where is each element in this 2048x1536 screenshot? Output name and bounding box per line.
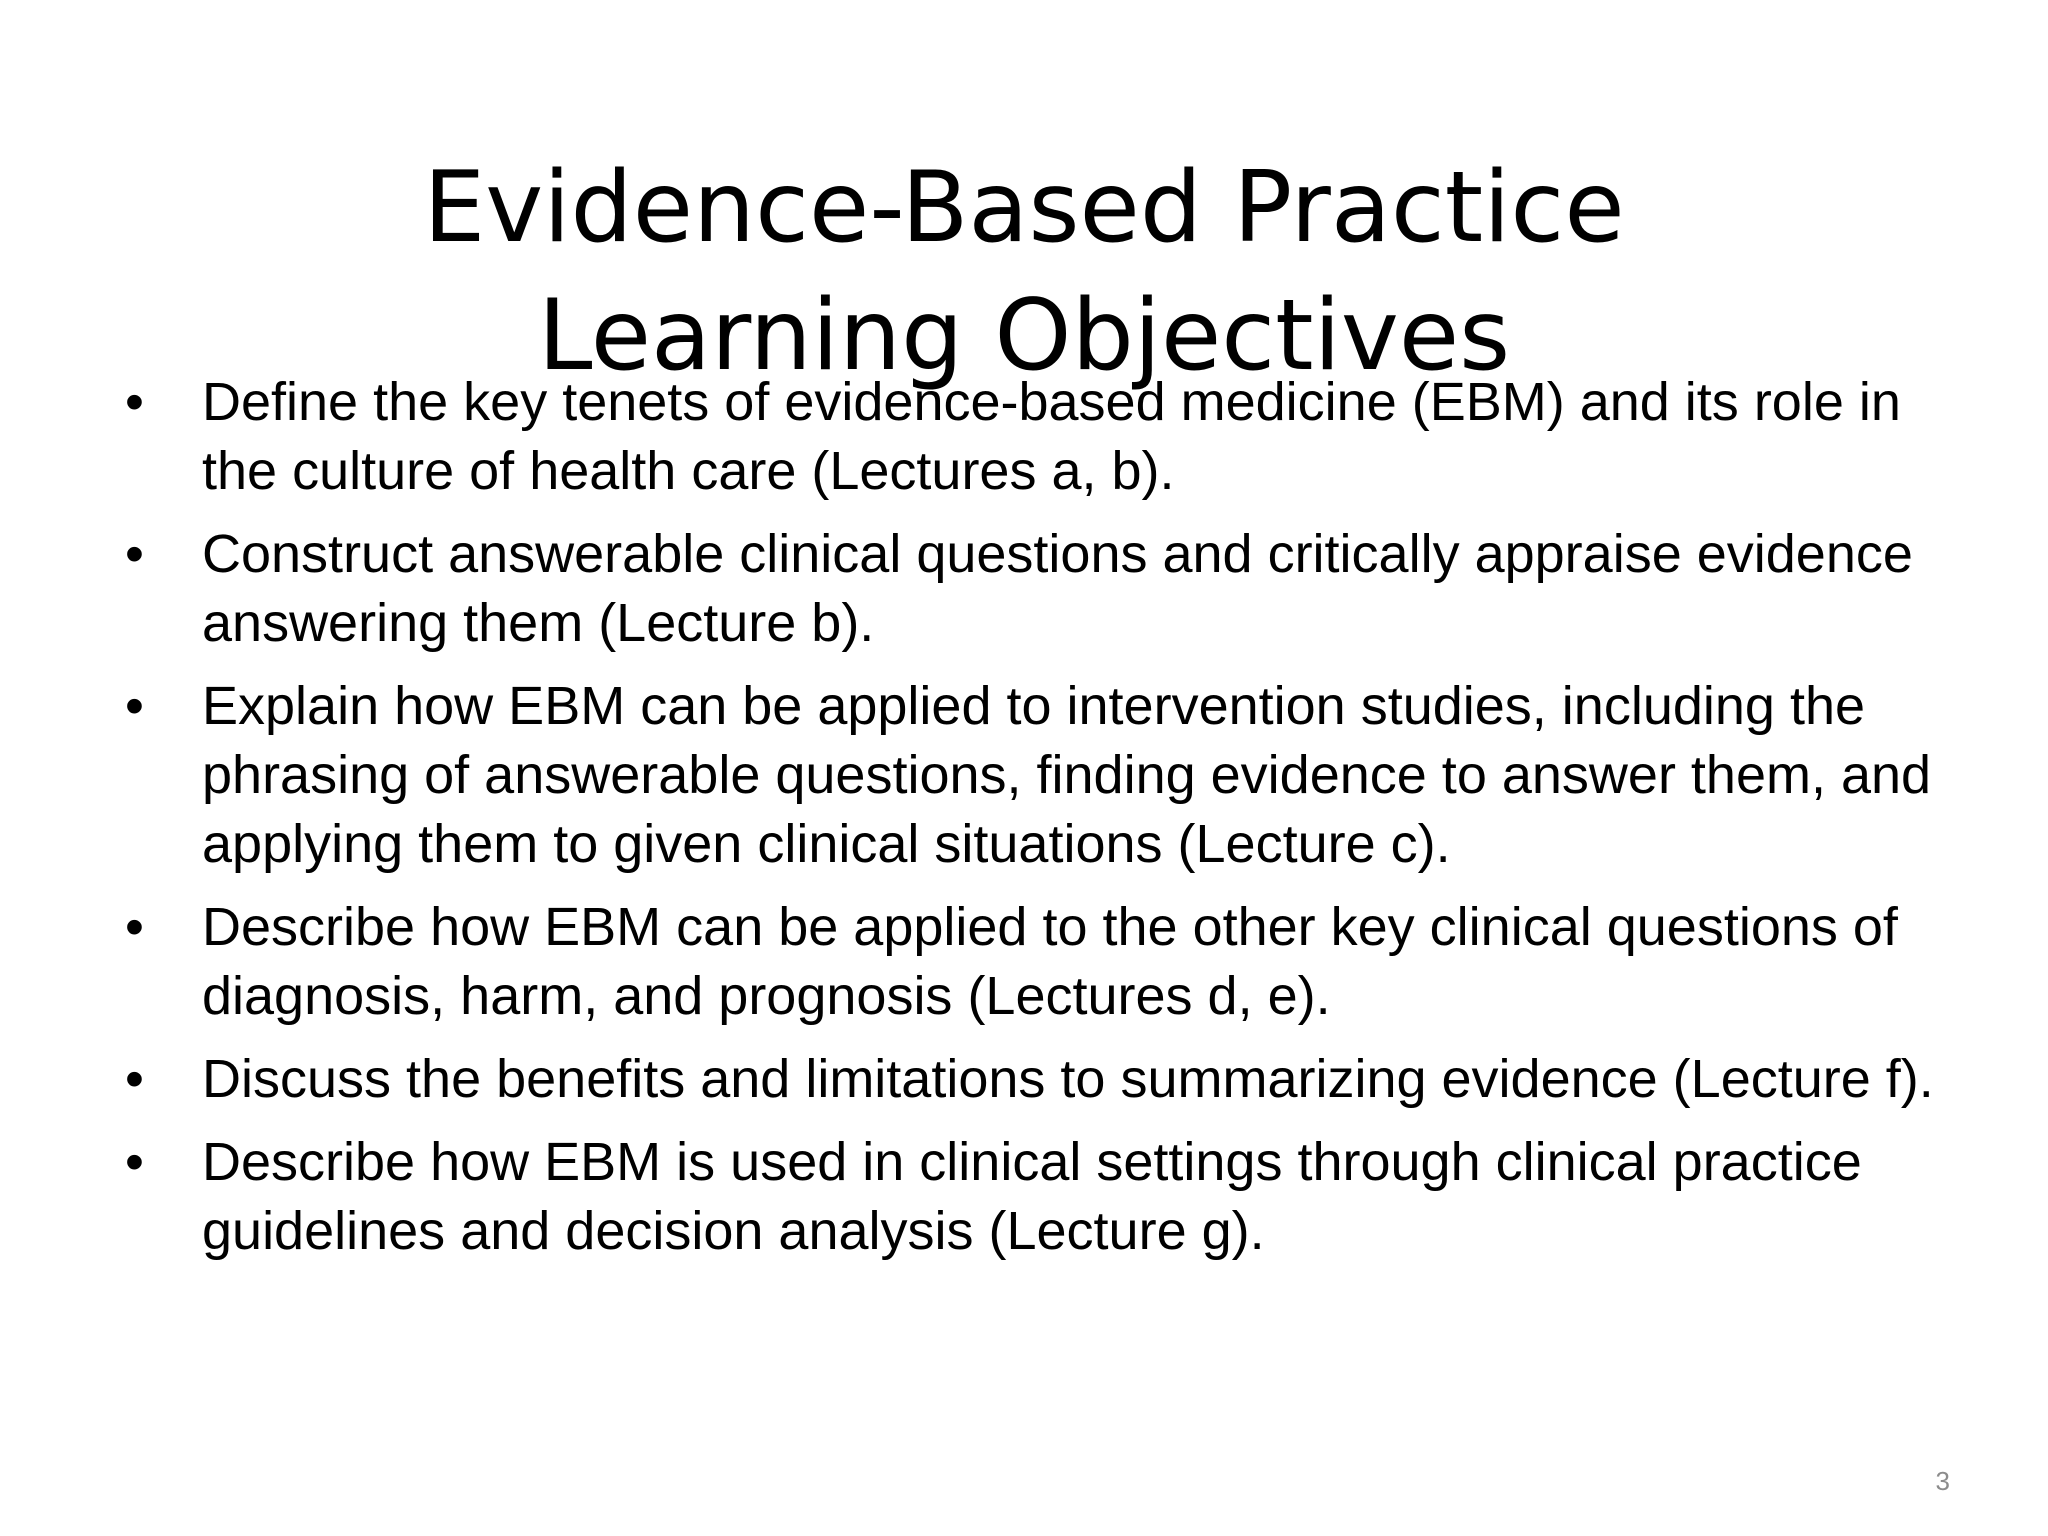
objective-text: Define the key tenets of evidence-based medicine (EBM) and its role in the culture of health care (Lectures a, b). <box>202 372 1901 501</box>
bullet-icon: • <box>125 1049 144 1109</box>
bullet-icon: • <box>125 676 144 736</box>
title-line-1: Evidence-Based Practice <box>423 150 1625 265</box>
slide-number: 3 <box>1935 1466 1950 1496</box>
bullet-icon: • <box>125 524 144 584</box>
objective-text: Explain how EBM can be applied to intervention studies, including the phrasing of answerable questions, finding evidence to answer them, and applying them to given clinical situations (Lecture c). <box>202 676 1932 874</box>
objective-text: Discuss the benefits and limitations to summarizing evidence (Lecture f). <box>202 1049 1934 1109</box>
objective-text: Construct answerable clinical questions and critically appraise evidence answering them (Lecture b). <box>202 524 1913 653</box>
objective-item-4 <box>122 893 1962 1031</box>
bullet-icon: • <box>125 372 144 432</box>
bullet-icon: • <box>125 897 144 957</box>
title-line-2: Learning Objectives <box>537 278 1511 393</box>
objective-item-2 <box>122 520 1962 658</box>
objectives-list <box>122 368 1962 1280</box>
bullet-icon: • <box>125 1132 144 1192</box>
objective-text: Describe how EBM is used in clinical settings through clinical practice guidelines and decision analysis (Lecture g). <box>202 1132 1862 1261</box>
objective-item-1 <box>122 368 1962 506</box>
objective-item-5 <box>122 1045 1962 1114</box>
slide-title <box>0 144 2048 400</box>
objective-text: Describe how EBM can be applied to the other key clinical questions of diagnosis, harm, and prognosis (Lectures d, e). <box>202 897 1898 1026</box>
objective-item-6 <box>122 1128 1962 1266</box>
objective-item-3 <box>122 672 1962 879</box>
